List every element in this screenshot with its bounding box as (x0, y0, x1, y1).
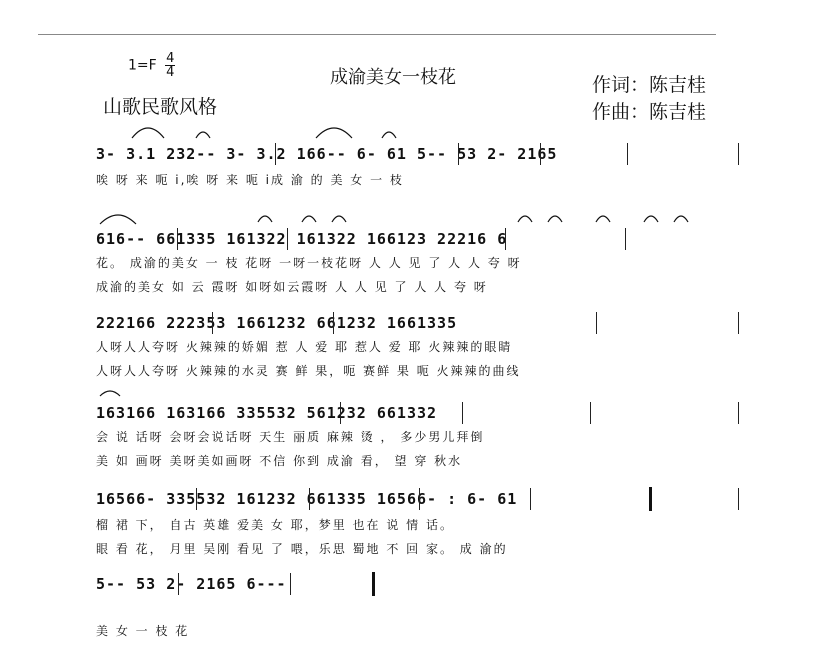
lyrics-line-5b: 眼 看 花， 月里 吴刚 看见 了 喂，乐思 蜀地 不 回 家。 成 渝的 (96, 542, 508, 556)
barline (627, 143, 628, 165)
barline (287, 228, 288, 250)
barline (738, 402, 739, 424)
lyrics-line-2a: 花。 成渝的美女 一 枝 花呀 一呀一枝花呀 人 人 见 了 人 人 夸 呀 (96, 256, 522, 270)
barline (462, 402, 463, 424)
barline (738, 312, 739, 334)
notation-line-4: 163166 163166 335532 561232 661332 (96, 404, 438, 422)
lyrics-line-1: 唉 呀 来 呃 i,唉 呀 来 呃 i成 渝 的 美 女 一 枝 (96, 173, 404, 187)
barline (505, 228, 506, 250)
lyrics-line-4a: 会 说 话呀 会呀会说话呀 天生 丽质 麻辣 烫 ， 多少男儿拜倒 (96, 430, 485, 444)
lyrics-line-3a: 人呀人人夸呀 火辣辣的娇媚 惹 人 爱 耶 惹人 爱 耶 火辣辣的眼睛 (96, 340, 513, 354)
notation-line-3: 222166 222353 1661232 661232 1661335 (96, 314, 458, 332)
notation-line-2: 616-- 661335 161322 161322 166123 22216 6 (96, 230, 508, 248)
barline (419, 488, 420, 510)
key-signature: 1=F $\frac{4}{4}$ (128, 51, 175, 80)
song-title: 成渝美女一枝花 (330, 67, 456, 88)
barline (590, 402, 591, 424)
barline (530, 488, 531, 510)
lyrics-line-5a: 榴 裙 下， 自古 英雄 爱美 女 耶，梦里 也在 说 情 话。 (96, 518, 454, 532)
barline (625, 228, 626, 250)
composer-credit: 作曲：陈吉桂 (592, 101, 707, 123)
barline (290, 573, 291, 595)
barline (340, 402, 341, 424)
barline (458, 143, 459, 165)
notation-line-6: 5-- 53 2- 2165 6--- (96, 575, 287, 593)
barline (212, 312, 213, 334)
lyrics-line-6: 美 女 一 枝 花 (96, 624, 190, 638)
notation-line-5: 16566- 335532 161232 661335 16566- : 6- 61 (96, 490, 518, 508)
barline (177, 228, 178, 250)
notation-line-1: 3- 3.1 232-- 3- 3.2 166-- 6- 61 5-- 53 2- 2165 (96, 145, 558, 163)
barline (540, 143, 541, 165)
top-rule (38, 34, 716, 35)
time-signature: $\frac{4}{4}$ (166, 51, 175, 80)
barline (309, 488, 310, 510)
final-barline (372, 572, 375, 596)
barline (196, 488, 197, 510)
lyrics-line-3b: 人呀人人夸呀 火辣辣的水灵 赛 鲜 果，呃 赛鲜 果 呃 火辣辣的曲线 (96, 364, 521, 378)
barline (178, 573, 179, 595)
barline (333, 312, 334, 334)
repeat-barline (649, 487, 652, 511)
lyricist-credit: 作词：陈吉桂 (592, 74, 707, 96)
barline (738, 143, 739, 165)
lyrics-line-2b: 成渝的美女 如 云 霞呀 如呀如云霞呀 人 人 见 了 人 人 夸 呀 (96, 280, 488, 294)
barline (596, 312, 597, 334)
barline (738, 488, 739, 510)
lyrics-line-4b: 美 如 画呀 美呀美如画呀 不信 你到 成渝 看， 望 穿 秋水 (96, 454, 463, 468)
barline (275, 143, 276, 165)
style-label: 山歌民歌风格 (103, 96, 218, 118)
